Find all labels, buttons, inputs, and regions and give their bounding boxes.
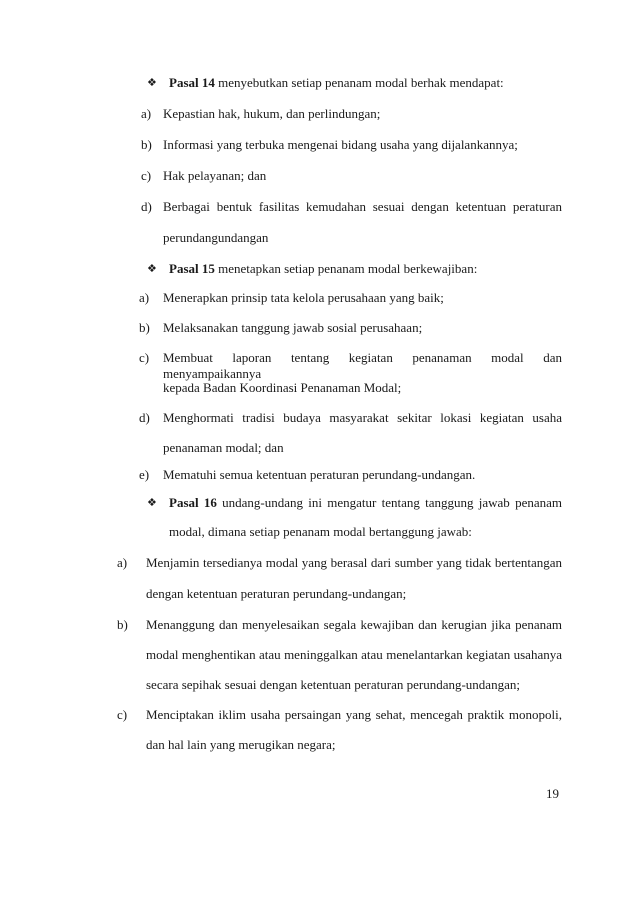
list-item-continuation: modal menghentikan atau meninggalkan atau menelantarkan kegiatan usahanya [146, 647, 562, 662]
list-marker: d) [141, 199, 152, 214]
list-marker: c) [117, 707, 128, 722]
list-item: Informasi yang terbuka mengenai bidang usaha yang dijalankannya; [163, 137, 518, 152]
pasal-15-heading [147, 261, 477, 277]
list-item: Hak pelayanan; dan [163, 168, 267, 183]
diamond-bullet-icon: ❖ [147, 496, 157, 509]
pasal-16-heading [147, 495, 562, 511]
pasal-14-label: Pasal 14 [169, 75, 215, 90]
list-marker: e) [139, 467, 150, 482]
list-item: Menjamin tersedianya modal yang berasal dari sumber yang tidak bertentangan [146, 555, 562, 570]
list-item-continuation: dengan ketentuan peraturan perundang-undangan; [146, 586, 407, 601]
list-item: Menghormati tradisi budaya masyarakat sekitar lokasi kegiatan usaha [163, 410, 562, 425]
pasal-16-heading-text: undang-undang ini mengatur tentang tanggung jawab penanam [216, 495, 562, 510]
list-item-continuation: kepada Badan Koordinasi Penanaman Modal; [163, 380, 402, 395]
list-item-continuation: secara sepihak sesuai dengan ketentuan peraturan perundang-undangan; [146, 677, 520, 692]
page-number: 19 [546, 786, 559, 801]
list-item: Berbagai bentuk fasilitas kemudahan sesuai dengan ketentuan peraturan [163, 199, 562, 214]
list-item-continuation: penanaman modal; dan [163, 440, 284, 455]
pasal-14-heading [147, 75, 504, 91]
list-item: Menciptakan iklim usaha persaingan yang sehat, mencegah praktik monopoli, [146, 707, 562, 722]
list-item: Membuat laporan tentang kegiatan penanaman modal dan menyampaikannya [163, 350, 562, 381]
list-item-continuation: dan hal lain yang merugikan negara; [146, 737, 336, 752]
list-marker: a) [139, 290, 150, 305]
pasal-15-label: Pasal 15 [169, 261, 215, 276]
pasal-16-label: Pasal 16 [169, 495, 217, 510]
list-marker: b) [139, 320, 150, 335]
list-item: Menerapkan prinsip tata kelola perusahaan yang baik; [163, 290, 444, 305]
list-marker: d) [139, 410, 150, 425]
pasal-16-heading-continuation: modal, dimana setiap penanam modal bertanggung jawab: [169, 524, 472, 539]
pasal-15-heading-text: menetapkan setiap penanam modal berkewajiban: [214, 261, 478, 276]
list-marker: c) [141, 168, 152, 183]
list-marker: b) [141, 137, 152, 152]
list-item: Melaksanakan tanggung jawab sosial perusahaan; [163, 320, 423, 335]
list-item: Kepastian hak, hukum, dan perlindungan; [163, 106, 381, 121]
list-item-continuation: perundangundangan [163, 230, 269, 245]
diamond-bullet-icon: ❖ [147, 262, 157, 275]
list-marker: c) [139, 350, 150, 365]
diamond-bullet-icon: ❖ [147, 76, 157, 89]
list-marker: a) [117, 555, 128, 570]
list-marker: b) [117, 617, 128, 632]
list-item: Mematuhi semua ketentuan peraturan perundang-undangan. [163, 467, 476, 482]
list-item: Menanggung dan menyelesaikan segala kewajiban dan kerugian jika penanam [146, 617, 562, 632]
pasal-14-heading-text: menyebutkan setiap penanam modal berhak mendapat: [214, 75, 504, 90]
list-marker: a) [141, 106, 152, 121]
